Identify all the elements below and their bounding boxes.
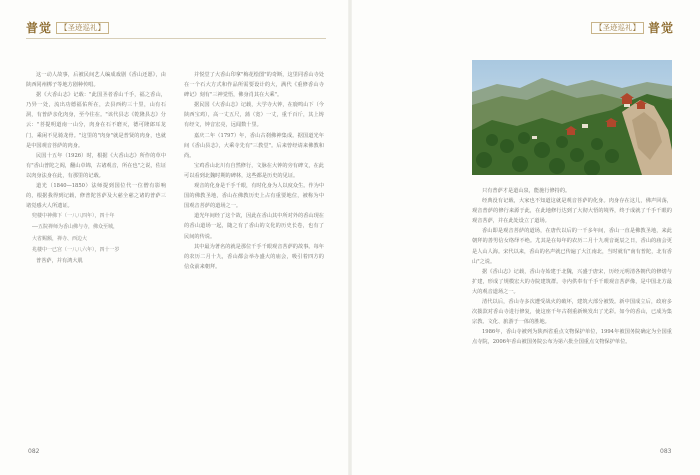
paragraph: 宝鸡香山北川有自然修行，文脉在大钟的旁有碑文，在此可以看到北魏时期的碑林，这些都是历史的见证。 xyxy=(184,162,324,179)
quote-line: 大省赐额，禅寺、西边大 xyxy=(32,235,88,242)
paragraph: 民国十五年（1926）时，根据《大香山志》所作的草中有"香山普陀之阁，翻山卓锦，古诸观音，所在也"之说，佐证以肉身法身在此，有那里的记载。 xyxy=(26,152,166,179)
paragraph: 道光年间经了这个故，因此在香山其中所对外的香山现在的香山道场一起，随之有了香山的文化的历史长卷，也有了民间的传说。 xyxy=(184,213,324,240)
paragraph: 这一动人故事，后被民间艺人编成戏剧《香山还愿》，由陕西同州梆子等地方剧种传唱。 xyxy=(26,72,166,89)
page-number-right: 083 xyxy=(660,448,672,455)
paragraph: 清代以后，香山寺多次遭受战火的破坏，建筑大部分被毁。新中国成立后，政府多次拨款对香山寺进行修复，使这座千年古刹重新焕发出了光彩。如今的香山，已成为集宗教、文化、旅游于一体的胜地。 xyxy=(472,299,672,326)
paragraph: 嘉庆二年（1797）年，香山古刹佛神集成。据国道光年间《香山县志》，大乘寺先有"三教堂"。后来曾经请来佛教和尚。 xyxy=(184,132,324,159)
paragraph: 据民国《大香山志》记载，大学寺大钟，在鹿鸣山下（今陕西宝鸡），高一丈五尺，蒲（宽）一丈，重千百斤，其上铸有经文，钟音宏亮，远闻数十里。 xyxy=(184,102,324,129)
quote-line: 兆楼中一已宫（一八八六年），四十一岁 xyxy=(32,246,120,253)
paragraph: 经典没有记载，大家也不知道这就是观音菩萨的化身。肉身存在这儿，佛声回荡，观音普萨的修行来源于此，在此地修行达到了大彻大悟的境界，终于成就了千手千眼的观音菩萨，并在此处设立了道场。 xyxy=(472,198,672,225)
page-gutter xyxy=(348,0,352,475)
brand-title: 普觉 xyxy=(26,21,53,35)
paragraph: 观音的化身是千手千眼，有时化身为人以度众生。作为中国的佛教圣地，香山在佛教历史上占有重要地位，被称为中国观音菩萨的道场之一。 xyxy=(184,183,324,210)
temple-landscape-image xyxy=(472,60,672,175)
paragraph: 只有普萨才是道山泉，能施行修持的。 xyxy=(482,188,571,194)
left-column-1 xyxy=(26,70,166,266)
left-column-2 xyxy=(184,70,324,272)
paragraph: 道光（1840—1850）法师提到国位代一位僧有影响的，根据我得到记载，修普陀菩萨及大慈全慈之诸的普萨三诸觉感大人所遗证。 xyxy=(26,183,166,210)
paragraph: 据《香山志》记载，香山寺始建于北魏，兴盛于唐宋，历经元明清各朝代的修缮与扩建，形成了规模宏大的寺院建筑群。寺内供奉有千手千眼观音菩萨像，是中国北方最大的观音道场之一。 xyxy=(472,268,672,295)
brand-title: 普觉 xyxy=(647,21,674,35)
right-header-rule xyxy=(120,38,325,39)
paragraph: 香山即是观音菩萨的道场，在唐代以后的一千多年间，香山一直是佛教圣地，来此朝拜的善男信女络绎不绝。尤其是在每年的农历二月十九观音诞辰之日，香山的庙会更是人山人海。宋代以来，香山的名声就已传遍了大江南北，当时就有"南有普陀，北有香山"之说。 xyxy=(472,228,672,265)
paragraph: 并悦堂了大香山印拿"梅花绘图"的奇断，这里同香山寺处在一个石大方式和作品所需要设计的大，满代《重修香山寺碑记》刻有"三神觉悟，佛身肖其在大乘"。 xyxy=(184,72,324,99)
paragraph: 1986年，香山寺被列为陕西省重点文物保护单位，1994年被国务院确定为全国重点寺院，2006年香山被国务院公布为第六批全国重点文物保护单位。 xyxy=(472,329,672,346)
paragraph: 其中最为著名的就是那位千手千眼观音菩萨的故事。每年的农历二月十九，香山都会举办盛大的庙会，吸引着四方的信众前来朝拜。 xyxy=(184,243,324,270)
temple-photo xyxy=(472,60,672,175)
paragraph: 普菩萨，并有鸿大肌 xyxy=(36,257,83,264)
section-tag: 【圣迹巡礼】 xyxy=(591,22,644,34)
quote-line: ——五院禅师为香山佛与寺，佛众至城， xyxy=(32,224,119,231)
quote-line: 兜楼中神佛下（一八八四年），四十年 xyxy=(32,213,115,220)
page-number-left: 082 xyxy=(28,448,40,455)
section-tag: 【圣迹巡礼】 xyxy=(56,22,109,34)
left-page-header xyxy=(26,19,109,36)
right-page-header xyxy=(591,19,674,36)
paragraph: 据《大香山志》记载："此国圣者香山千手，福之香山，乃异一处，流出功德福佑所在，去县西约三十里，山有石洞，有普萨亲化肉身，至今往在。"该代县志《乾隆县志》分云："菩提明道南一山分，肉身在石不磨灭，德可隆郎耳龙门，乘闲不见骑龙骨。"这里的"肉身"就是普贤的肉身，也就是中国观音菩萨的肉身。 xyxy=(26,92,166,149)
right-column xyxy=(472,186,672,348)
